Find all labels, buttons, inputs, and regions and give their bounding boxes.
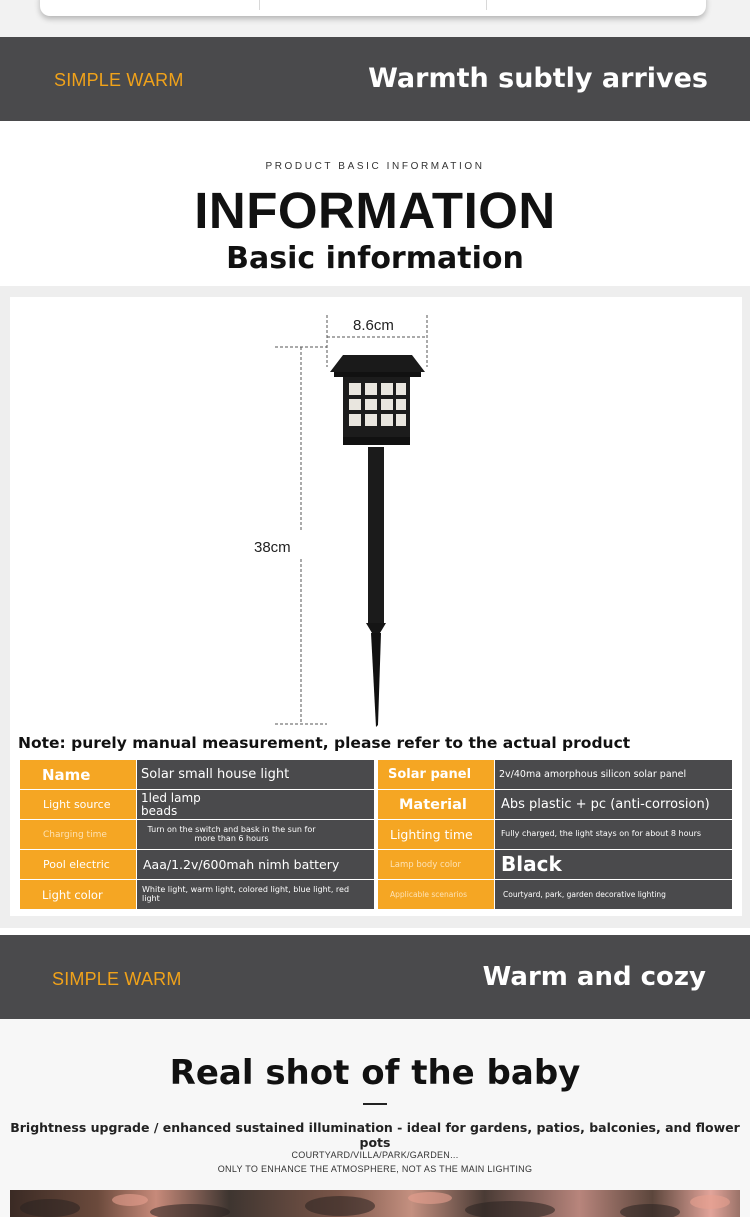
spec-value: White light, warm light, colored light, blue light, red light [137, 880, 374, 909]
spec-label: Light color [20, 880, 136, 909]
spec-value: Turn on the switch and bask in the sun for more than 6 hours [137, 820, 374, 849]
measurement-note: Note: purely manual measurement, please refer to the actual product [18, 734, 631, 752]
banner-tag: SIMPLE WARM [54, 70, 184, 90]
spec-value: Fully charged, the light stays on for about 8 hours [495, 820, 732, 849]
spec-label: Charging time [20, 820, 136, 849]
product-panel [10, 297, 742, 916]
spec-value: Courtyard, park, garden decorative lighting [495, 880, 732, 909]
info-title: INFORMATION [194, 182, 556, 239]
spec-label: Applicable scenarios [378, 880, 494, 909]
card-divider [486, 0, 487, 10]
real-shot-disclaimer: ONLY TO ENHANCE THE ATMOSPHERE, NOT AS THE MAIN LIGHTING [217, 1164, 533, 1174]
height-dimension: 38cm [254, 539, 291, 556]
spec-value: Aaa/1.2v/600mah nimh battery [137, 850, 374, 879]
spec-label: Name [20, 760, 136, 789]
spec-value: 2v/40ma amorphous silicon solar panel [495, 760, 732, 789]
banner-warmth [0, 37, 750, 121]
spec-label: Lamp body color [378, 850, 494, 879]
banner-heading: Warmth subtly arrives [368, 63, 708, 94]
foliage-texture [10, 1190, 740, 1217]
spec-value: Abs plastic + pc (anti-corrosion) [495, 790, 732, 819]
card-divider [259, 0, 260, 10]
spec-label: Solar panel [378, 760, 494, 789]
spec-label: Material [378, 790, 494, 819]
spec-label: Pool electric [20, 850, 136, 879]
spec-label: Lighting time [378, 820, 494, 849]
real-shot-title: Real shot of the baby [169, 1053, 581, 1093]
banner-heading: Warm and cozy [482, 962, 706, 992]
title-divider [363, 1103, 387, 1105]
info-heading-section [0, 121, 750, 286]
spec-value: 1led lamp beads [137, 790, 374, 819]
real-shot-photo [10, 1190, 740, 1217]
top-card-area [0, 0, 750, 37]
spec-value: Solar small house light [137, 760, 374, 789]
real-shot-section [0, 1019, 750, 1217]
lamp-illustration [10, 297, 742, 737]
banner-cozy [0, 935, 750, 1019]
spec-value: Black [495, 850, 732, 879]
product-panel-frame [0, 286, 750, 928]
info-subhead: PRODUCT BASIC INFORMATION [265, 161, 485, 172]
top-card [40, 0, 706, 16]
width-dimension: 8.6cm [353, 317, 394, 334]
banner-tag: SIMPLE WARM [52, 969, 182, 989]
real-shot-scenarios: COURTYARD/VILLA/PARK/GARDEN... [291, 1150, 459, 1160]
spec-label: Light source [20, 790, 136, 819]
info-subtitle: Basic information [226, 241, 524, 276]
real-shot-tagline: Brightness upgrade / enhanced sustained illumination - ideal for gardens, patios, balconies, and flower pots [10, 1120, 740, 1150]
